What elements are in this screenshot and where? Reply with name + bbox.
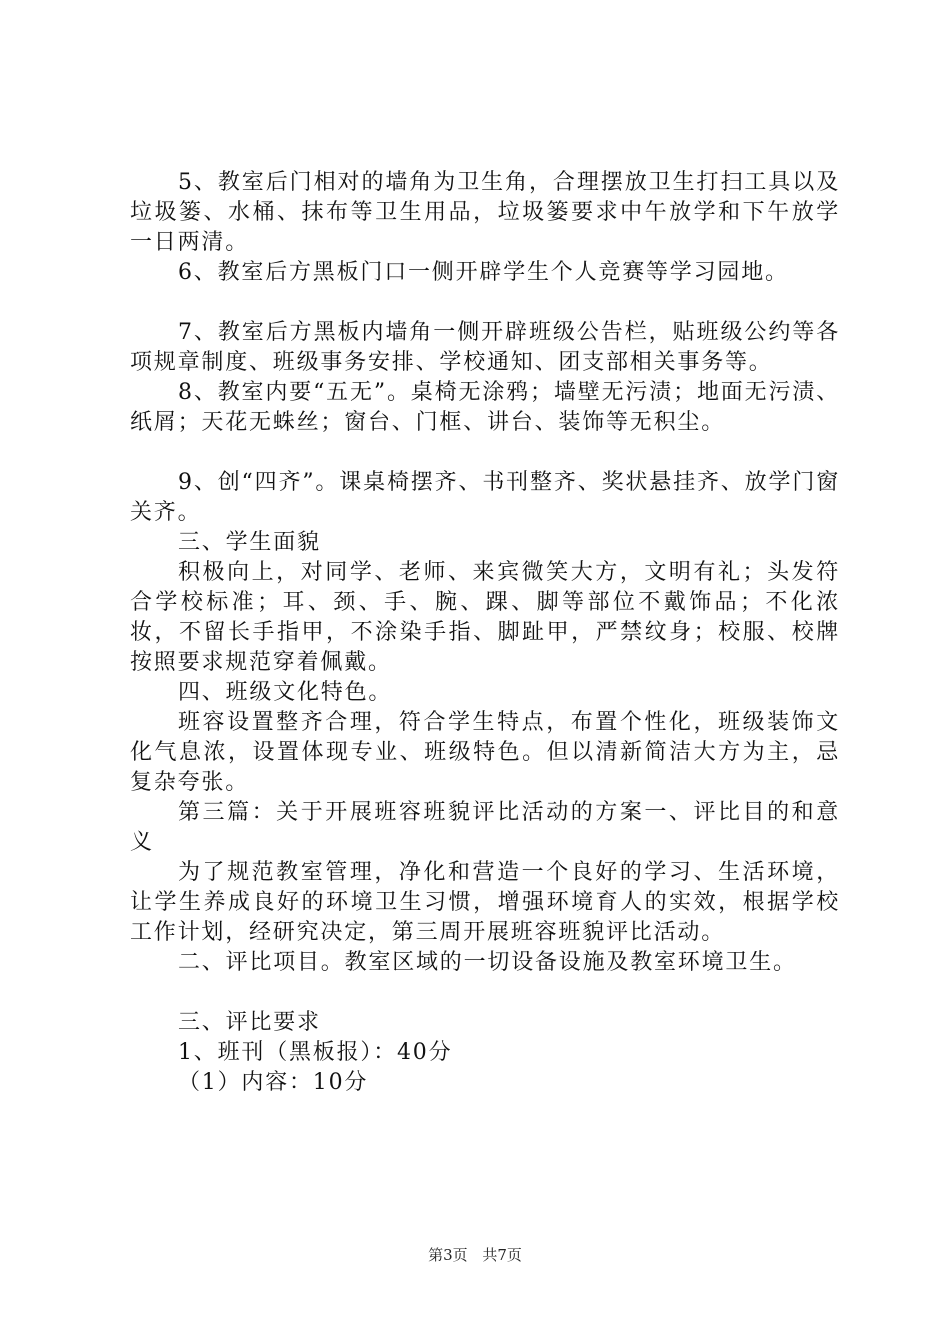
- page-total: 共7页: [482, 1246, 522, 1264]
- paragraph-item-6: 6、教室后方黑板门口一侧开辟学生个人竞赛等学习园地。: [178, 260, 789, 285]
- document-body: [130, 168, 840, 1098]
- paragraph-evaluation-items: 二、评比项目。教室区域的一切设备设施及教室环境卫生。: [178, 950, 797, 975]
- list-item-content-score: （1）内容：10分: [178, 1070, 369, 1095]
- page-number: 第3页: [428, 1246, 468, 1264]
- chapter-heading-third: 第三篇：关于开展班容班貌评比活动的方案一、评比目的和意义: [130, 800, 840, 855]
- paragraph-item-8: 8、教室内要“五无”。桌椅无涂鸦；墙壁无污渍；地面无污渍、纸屑；天花无蛛丝；窗台、门框、讲台、装饰等无积尘。: [130, 380, 840, 435]
- paragraph-class-culture: 班容设置整齐合理，符合学生特点，布置个性化，班级装饰文化气息浓，设置体现专业、班级特色。但以清新简洁大方为主，忌复杂夸张。: [130, 710, 840, 795]
- page-footer: [0, 1245, 950, 1265]
- paragraph-item-5: 5、教室后门相对的墙角为卫生角，合理摆放卫生打扫工具以及垃圾篓、水桶、抹布等卫生用品，垃圾篓要求中午放学和下午放学一日两清。: [130, 170, 840, 255]
- paragraph-item-9: 9、创“四齐”。课桌椅摆齐、书刊整齐、奖状悬挂齐、放学门窗关齐。: [130, 470, 840, 525]
- paragraph-item-7: 7、教室后方黑板内墙角一侧开辟班级公告栏，贴班级公约等各项规章制度、班级事务安排、学校通知、团支部相关事务等。: [130, 320, 840, 375]
- section-heading-student-appearance: 三、学生面貌: [178, 530, 321, 555]
- section-heading-class-culture: 四、班级文化特色。: [178, 680, 393, 705]
- paragraph-purpose: 为了规范教室管理，净化和营造一个良好的学习、生活环境，让学生养成良好的环境卫生习惯，增强环境育人的实效，根据学校工作计划，经研究决定，第三周开展班容班貌评比活动。: [130, 860, 840, 945]
- list-item-class-journal: 1、班刊（黑板报）：40分: [178, 1040, 453, 1065]
- section-heading-requirements: 三、评比要求: [178, 1010, 321, 1035]
- paragraph-student-appearance: 积极向上，对同学、老师、来宾微笑大方，文明有礼；头发符合学校标准；耳、颈、手、腕、踝、脚等部位不戴饰品；不化浓妆，不留长手指甲，不涂染手指、脚趾甲，严禁纹身；校服、校牌按照要求规范穿着佩戴。: [130, 560, 840, 675]
